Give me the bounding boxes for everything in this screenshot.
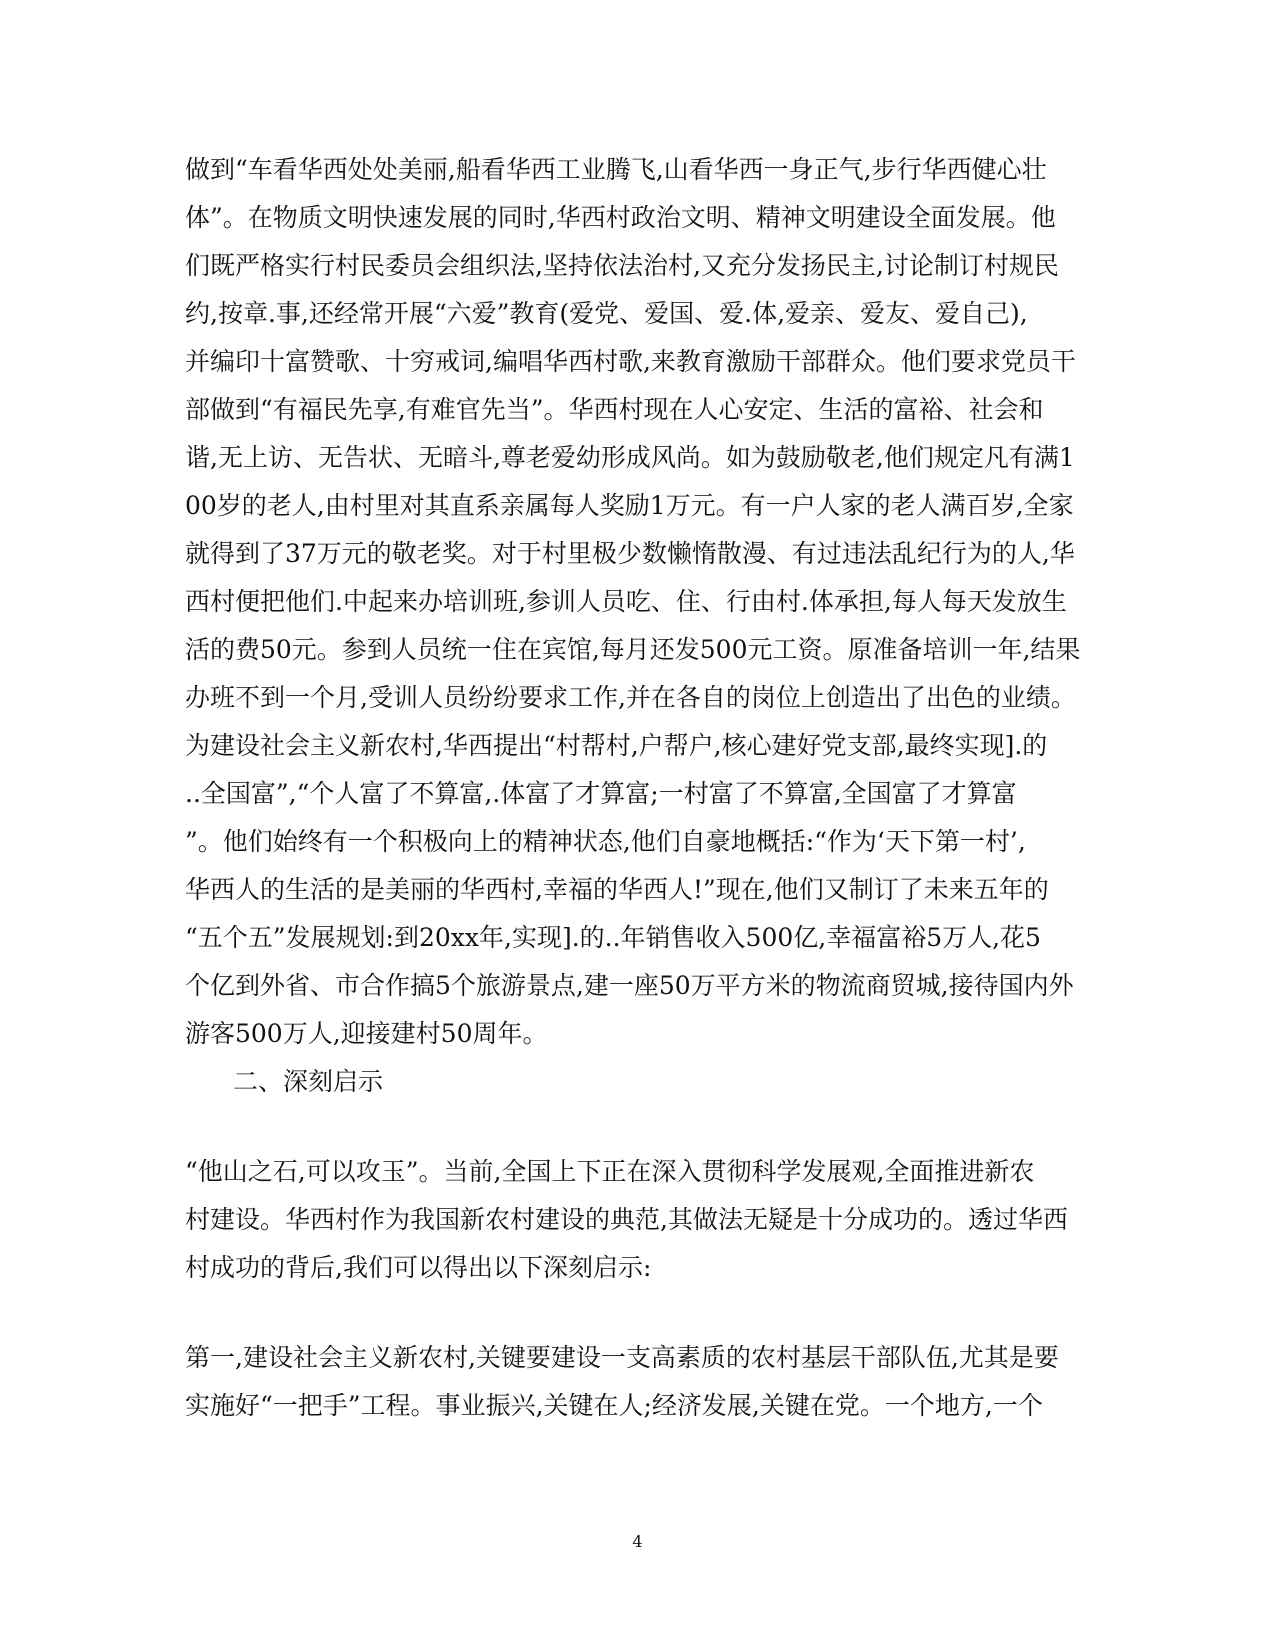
page-number: 4 [632, 1532, 643, 1551]
text-line: 部做到“有福民先享,有难官先当”。华西村现在人心安定、生活的富裕、社会和 [185, 395, 1044, 424]
text-line: “他山之石,可以攻玉”。当前,全国上下正在深入贯彻科学发展观,全面推进新农 [185, 1157, 1035, 1186]
text-line: 就得到了37万元的敬老奖。对于村里极少数懒惰散漫、有过违法乱纪行为的人,华 [185, 539, 1075, 568]
text-line: ”。他们始终有一个积极向上的精神状态,他们自豪地概括:“作为‘天下第一村’, [185, 827, 1026, 856]
text-line: ..全国富”,“个人富了不算富,.体富了才算富;一村富了不算富,全国富了才算富 [185, 779, 1017, 808]
text-line: 个亿到外省、市合作搞5个旅游景点,建一座50万平方米的物流商贸城,接待国内外 [185, 971, 1074, 1000]
text-line: 实施好“一把手”工程。事业振兴,关键在人;经济发展,关键在党。一个地方,一个 [185, 1391, 1043, 1420]
text-line: 华西人的生活的是美丽的华西村,幸福的华西人!”现在,他们又制订了未来五年的 [185, 875, 1049, 904]
text-line: 游客500万人,迎接建村50周年。 [185, 1019, 548, 1048]
text-line: 体”。在物质文明快速发展的同时,华西村政治文明、精神文明建设全面发展。他 [185, 203, 1056, 232]
text-line: 活的费50元。参到人员统一住在宾馆,每月还发500元工资。原准备培训一年,结果 [185, 635, 1081, 664]
text-line: 谐,无上访、无告状、无暗斗,尊老爱幼形成风尚。如为鼓励敬老,他们规定凡有满1 [185, 443, 1075, 472]
text-line: 并编印十富赞歌、十穷戒词,编唱华西村歌,来教育激励干部群众。他们要求党员干 [185, 347, 1076, 376]
text-line: 们既严格实行村民委员会组织法,坚持依法治村,又充分发扬民主,讨论制订村规民 [185, 251, 1059, 280]
text-line: 00岁的老人,由村里对其直系亲属每人奖励1万元。有一户人家的老人满百岁,全家 [185, 491, 1074, 520]
text-line: 村建设。华西村作为我国新农村建设的典范,其做法无疑是十分成功的。透过华西 [185, 1205, 1068, 1234]
text-line: 第一,建设社会主义新农村,关键要建设一支高素质的农村基层干部队伍,尤其是要 [185, 1343, 1059, 1372]
text-line: 做到“车看华西处处美丽,船看华西工业腾飞,山看华西一身正气,步行华西健心壮 [185, 155, 1047, 184]
text-line: 西村便把他们.中起来办培训班,参训人员吃、住、行由村.体承担,每人每天发放生 [185, 587, 1067, 616]
text-line: 办班不到一个月,受训人员纷纷要求工作,并在各自的岗位上创造出了出色的业绩。 [185, 683, 1076, 712]
text-line: 为建设社会主义新农村,华西提出“村帮村,户帮户,核心建好党支部,最终实现].的 [185, 731, 1048, 760]
text-line: “五个五”发展规划:到20xx年,实现].的..年销售收入500亿,幸福富裕5万人,花5 [185, 923, 1041, 952]
text-line: 村成功的背后,我们可以得出以下深刻启示: [185, 1253, 652, 1282]
text-line: 约,按章.事,还经常开展“六爱”教育(爱党、爱国、爱.体,爱亲、爱友、爱自己), [185, 299, 1028, 328]
section-heading: 二、深刻启示 [233, 1067, 384, 1096]
